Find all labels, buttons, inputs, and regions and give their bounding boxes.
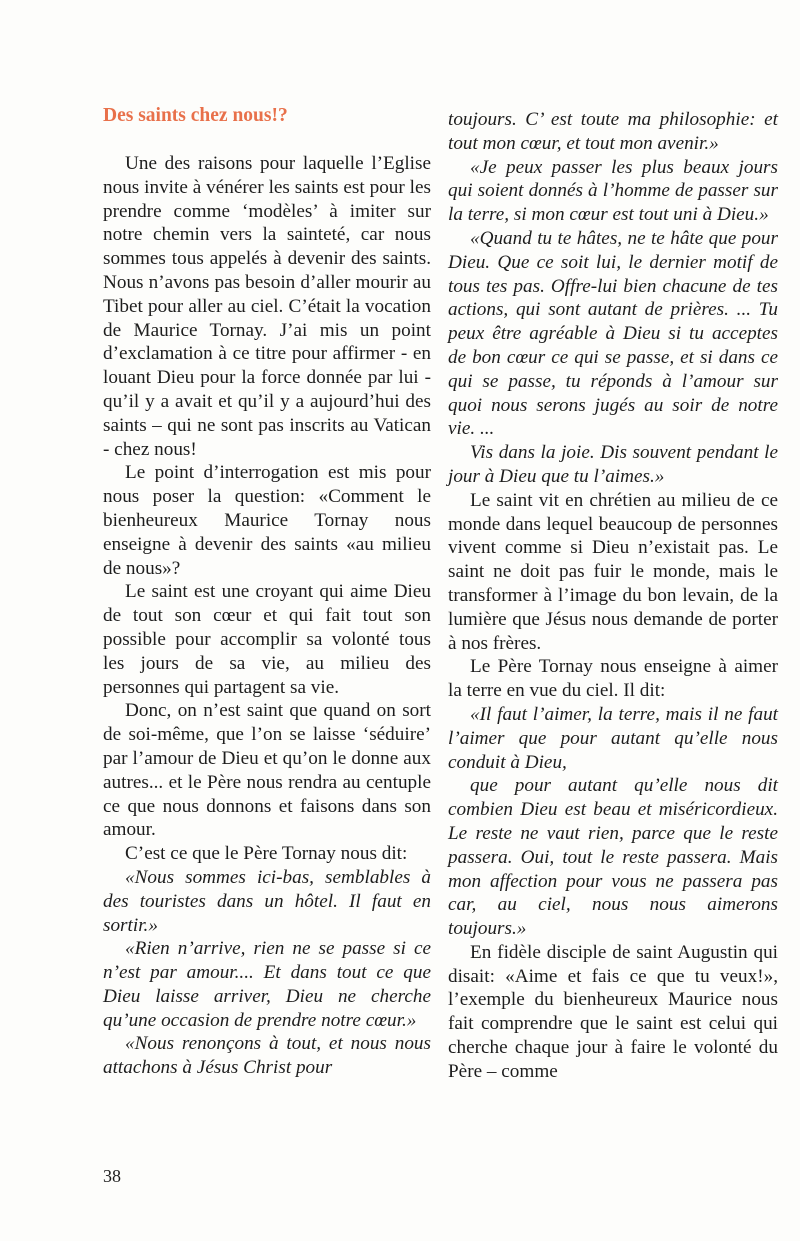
- quote-hate: «Quand tu te hâtes, ne te hâte que pour Dieu. Que ce soit lui, le dernier motif de tous tes pas. Offre-lui bien chacune de tes actions, qui sont autant de prières. ... Tu peux être agréable à Dieu si tu acceptes de bon cœur ce qui se passe, et si dans ce qui se passe, tu réponds à l’amour sur quoi nous serons jugés au soir de notre vie. ...: [448, 227, 778, 440]
- article-title: Des saints chez nous!?: [103, 105, 288, 126]
- paragraph-intro: Une des raisons pour laquelle l’Eglise nous invite à vénérer les saints est pour les prendre comme ‘modèles’ à imiter sur notre chemin vers la sainteté, car nous sommes tous appelés à devenir des saints. Nous n’avons pas besoin d’aller mourir au Tibet pour aller au ciel. C’était la vocation de Maurice Tornay. J’ai mis un point d’exclamation à ce titre pour affirmer - en louant Dieu pour la force donnée par lui - qu’il y a avait et qu’il y a aujourd’hui des saints – qui ne sont pas inscrits au Vatican - chez nous!: [103, 153, 431, 460]
- paragraph-saint-vit: Le saint vit en chrétien au milieu de ce monde dans lequel beaucoup de personnes vivent comme si Dieu n’existait pas. Le saint ne doit pas fuir le monde, mais le transformer à l’image du bon levain, de la lumière que Jésus nous demande de porter à nos frères.: [448, 489, 778, 654]
- quote-beaux-jours: «Je peux passer les plus beaux jours qui soient donnés à l’homme de passer sur la terre, si mon cœur est tout uni à Dieu.»: [448, 156, 778, 226]
- quote-il-faut-laimer: «Il faut l’aimer, la terre, mais il ne faut l’aimer que pour autant qu’elle nous conduit à Dieu,: [448, 703, 778, 773]
- page-number: 38: [103, 1166, 121, 1186]
- quote-misericordieux: que pour autant qu’elle nous dit combien Dieu est beau et miséricordieux. Le reste ne vaut rien, parce que le reste passera. Oui, tout le reste passera. Mais mon affection pour vous ne passera pas car, au ciel, nous nous aimerons toujours.»: [448, 775, 778, 940]
- left-column: [103, 104, 431, 1080]
- quote-renoncons-continued: toujours. C’ est toute ma philosophie: et tout mon cœur, et tout mon avenir.»: [448, 109, 778, 154]
- quote-renoncons: «Nous renonçons à tout, et nous nous attachons à Jésus Christ pour: [103, 1033, 431, 1079]
- quote-vis-dans-la-joie: Vis dans la joie. Dis souvent pendant le jour à Dieu que tu l’aimes.»: [448, 442, 778, 487]
- quote-touristes: «Nous sommes ici-bas, semblables à des touristes dans un hôtel. Il faut en sortir.»: [103, 866, 431, 936]
- paragraph-tornay-says: C’est ce que le Père Tornay nous dit:: [125, 843, 408, 865]
- paragraph-donc: Donc, on n’est saint que quand on sort de soi-même, que l’on se laisse ‘séduire’ par l’amour de Dieu et qu’on le donne aux autres... et le Père nous rendra au centuple ce que nous donnons et faisons dans son amour.: [103, 700, 431, 841]
- paragraph-aimer-la-terre: Le Père Tornay nous enseigne à aimer la terre en vue du ciel. Il dit:: [448, 656, 778, 702]
- quote-rien-narrive: «Rien n’arrive, rien ne se passe si ce n’est par amour.... Et dans tout ce que Dieu laisse arriver, Dieu ne cherche qu’une occasion de prendre notre cœur.»: [103, 938, 431, 1031]
- paragraph-question: Le point d’interrogation est mis pour nous poser la question: «Comment le bienheureux Maurice Tornay nous enseigne à devenir des saints «au milieu de nous»?: [103, 462, 431, 579]
- paragraph-saint-definition: Le saint est une croyant qui aime Dieu de tout son cœur et qui fait tout son possible pour accomplir sa volonté tous les jours de sa vie, au milieu des personnes qui partagent sa vie.: [103, 581, 431, 698]
- right-column: [448, 108, 778, 1084]
- paragraph-augustin: En fidèle disciple de saint Augustin qui disait: «Aime et fais ce que tu veux!», l’exemple du bienheureux Maurice nous fait comprendre que le saint est celui qui cherche chaque jour à faire le volonté du Père – comme: [448, 941, 778, 1082]
